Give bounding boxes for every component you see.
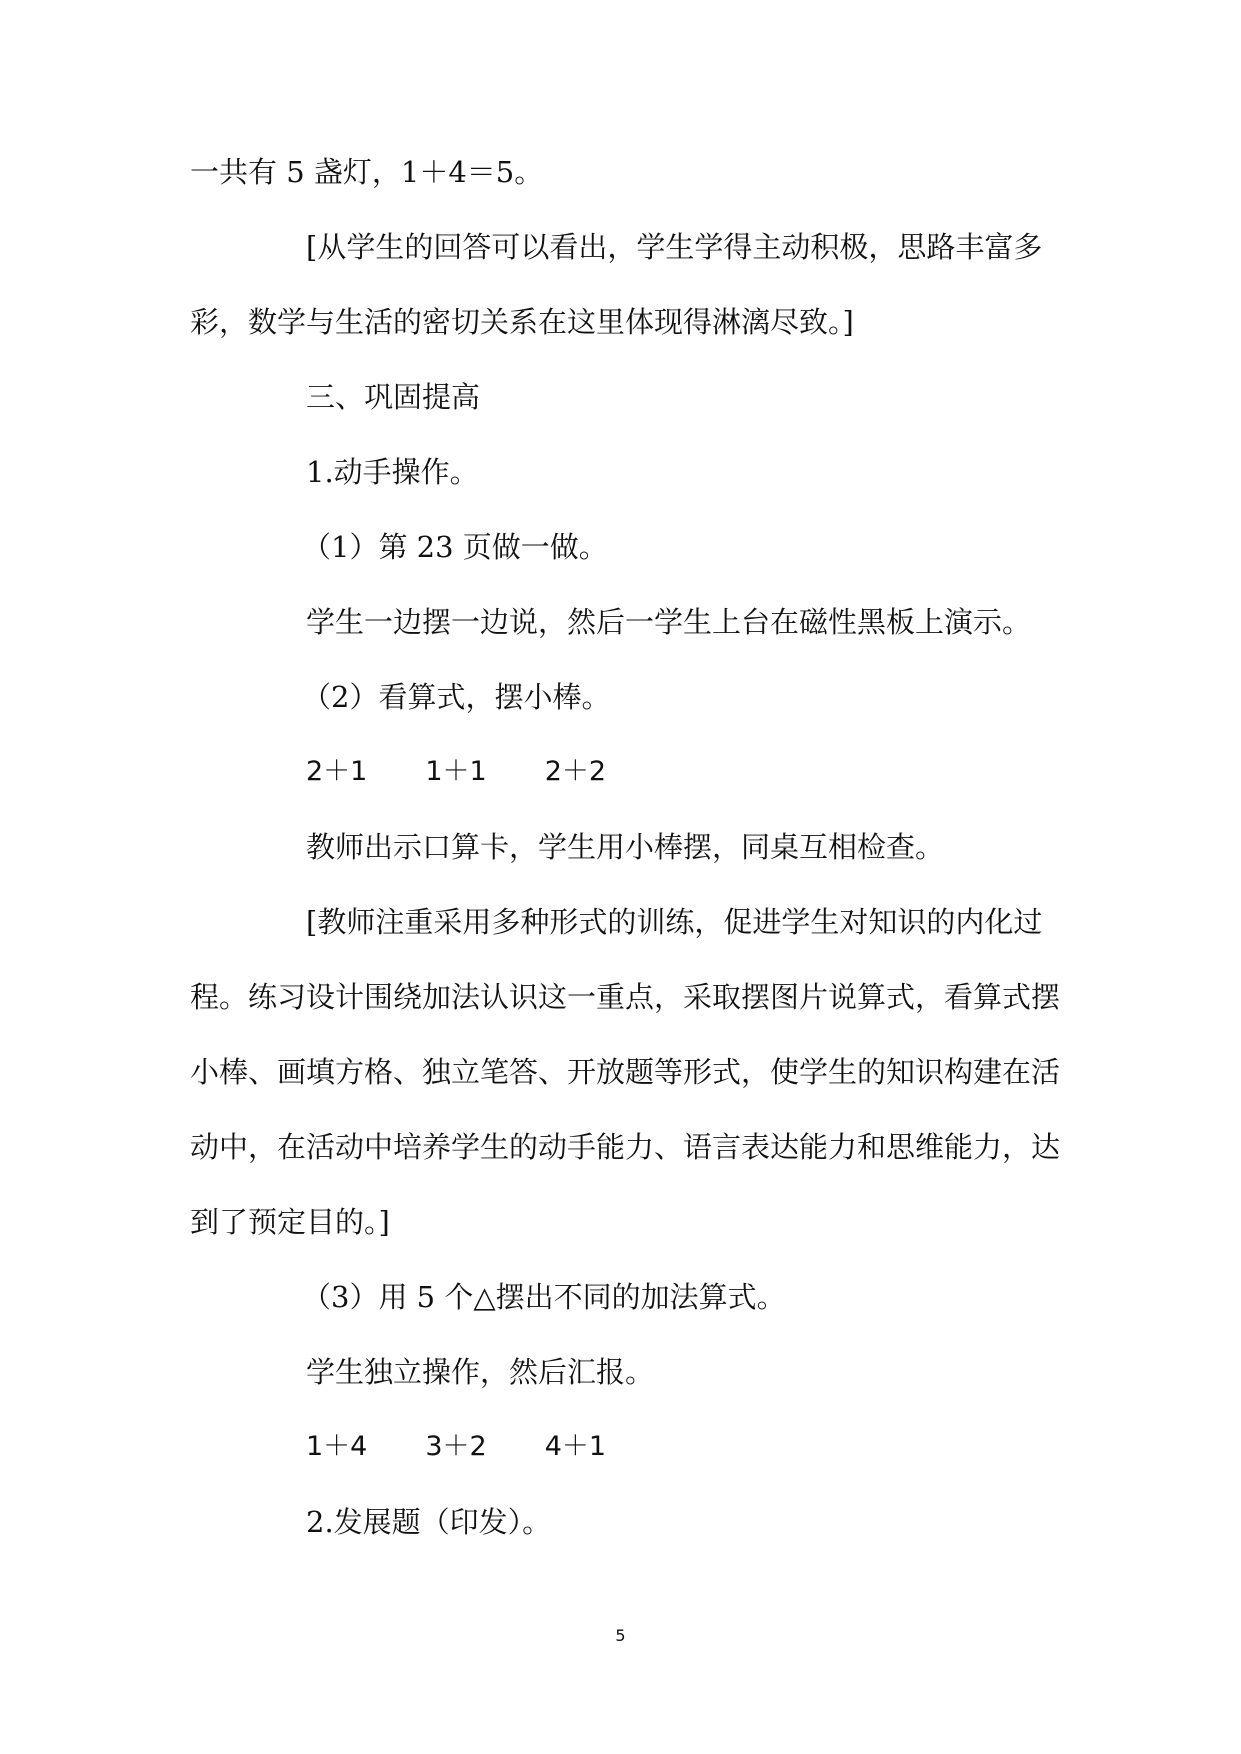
sub-item-heading: （3）用 5 个△摆出不同的加法算式。 xyxy=(302,1280,786,1314)
comment-line: [教师注重采用多种形式的训练，促进学生对知识的内化过 xyxy=(306,905,1043,939)
expression: 4＋1 xyxy=(544,1431,607,1462)
sub-item-heading: （2）看算式，摆小棒。 xyxy=(302,680,611,714)
comment-line: [从学生的回答可以看出，学生学得主动积极，思路丰富多 xyxy=(306,230,1043,264)
paragraph: 教师出示口算卡，学生用小棒摆，同桌互相检查。 xyxy=(306,830,945,864)
page-number: 5 xyxy=(615,1626,626,1645)
expression: 1＋1 xyxy=(425,756,487,787)
paragraph: 学生独立操作，然后汇报。 xyxy=(306,1355,655,1389)
expression: 2＋2 xyxy=(544,756,607,787)
expression-row xyxy=(306,1427,606,1467)
comment-line: 程。练习设计围绕加法认识这一重点，采取摆图片说算式，看算式摆 xyxy=(190,980,1061,1014)
sub-item-heading: （1）第 23 页做一做。 xyxy=(302,530,608,564)
section-heading: 三、巩固提高 xyxy=(306,380,481,414)
expression: 2＋1 xyxy=(306,756,368,787)
comment-line: 动中，在活动中培养学生的动手能力、语言表达能力和思维能力，达 xyxy=(190,1130,1061,1164)
comment-line: 彩，数学与生活的密切关系在这里体现得淋漓尽致。] xyxy=(190,305,854,339)
paragraph-lamp-count: 一共有 5 盏灯，1＋4＝5。 xyxy=(190,155,544,189)
expression: 1＋4 xyxy=(306,1431,368,1462)
item-heading: 2.发展题（印发）。 xyxy=(306,1505,552,1539)
paragraph: 学生一边摆一边说，然后一学生上台在磁性黑板上演示。 xyxy=(306,605,1032,639)
expression: 3＋2 xyxy=(425,1431,487,1462)
expression-row xyxy=(306,752,606,792)
item-heading: 1.动手操作。 xyxy=(306,455,479,489)
comment-line: 到了预定目的。] xyxy=(190,1205,390,1239)
comment-line: 小棒、画填方格、独立笔答、开放题等形式，使学生的知识构建在活 xyxy=(190,1055,1061,1089)
